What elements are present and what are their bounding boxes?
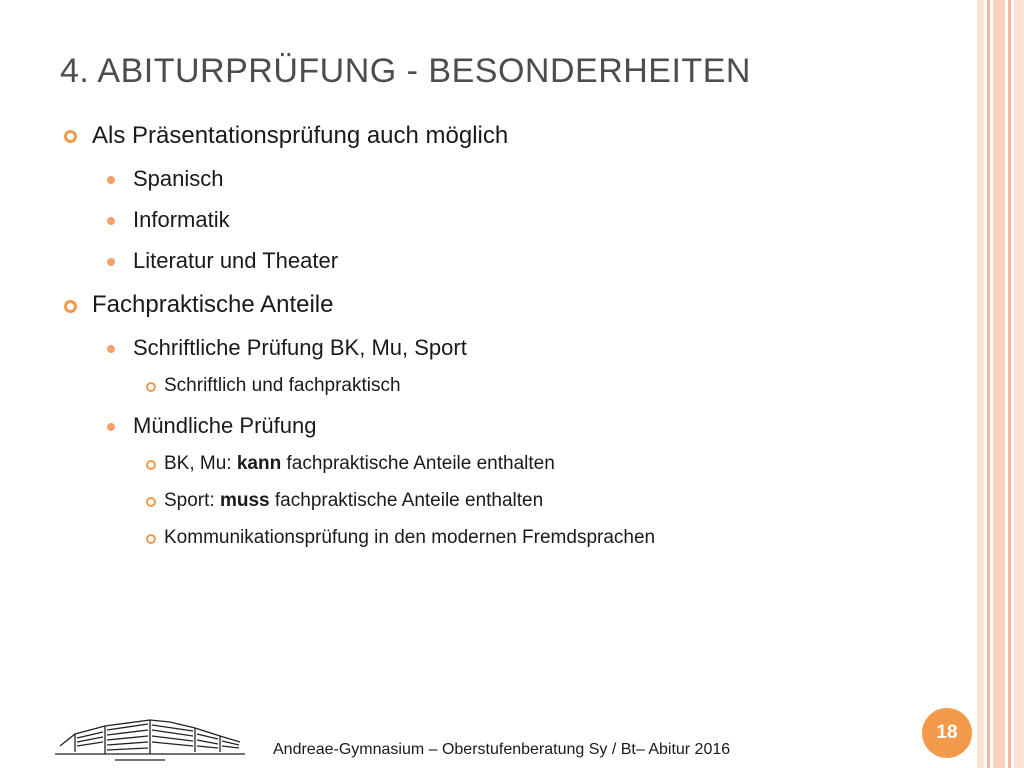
bullet-text: fachpraktische Anteile enthalten [269,490,544,511]
bullet-text: BK, Mu: [164,453,237,474]
ring-bullet-icon [146,497,156,507]
bullet-muendliche-pruefung: Mündliche Prüfung [133,413,317,438]
bullet-bk-mu-kann [164,453,555,475]
page-number-badge: 18 [922,708,972,758]
bullet-literatur-theater: Literatur und Theater [133,248,339,273]
bullet-kommunikationspruefung: Kommunikationsprüfung in den modernen Fremdsprachen [164,527,656,548]
bullet-informatik: Informatik [133,207,230,232]
bullet-fachpraktische-anteile: Fachpraktische Anteile [92,291,334,318]
bullet-schriftlich-fachpraktisch: Schriftlich und fachpraktisch [164,375,401,396]
ring-bullet-icon [64,300,77,313]
ring-bullet-icon [146,460,156,470]
decorative-side-stripes [977,0,1024,768]
school-building-sketch-icon [55,708,250,768]
bullet-spanisch: Spanisch [133,166,224,191]
ring-bullet-icon [64,130,77,143]
ring-bullet-icon [146,382,156,392]
dot-bullet-icon [107,176,115,184]
bullet-sport-muss [164,490,543,512]
dot-bullet-icon [107,345,115,353]
bullet-presentation-exam: Als Präsentationsprüfung auch möglich [92,122,509,149]
bullet-emphasis: muss [219,490,270,511]
bullet-emphasis: kann [236,453,282,474]
dot-bullet-icon [107,217,115,225]
slide-footer: Andreae-Gymnasium – Oberstufenberatung Sy / Bt– Abitur 2016 [273,741,731,758]
bullet-schriftliche-pruefung: Schriftliche Prüfung BK, Mu, Sport [133,335,467,360]
bullet-text: fachpraktische Anteile enthalten [281,453,555,474]
ring-bullet-icon [146,534,156,544]
slide-title: 4. ABITURPRÜFUNG - BESONDERHEITEN [60,52,751,90]
bullet-text: Sport: [164,490,220,511]
dot-bullet-icon [107,423,115,431]
dot-bullet-icon [107,258,115,266]
